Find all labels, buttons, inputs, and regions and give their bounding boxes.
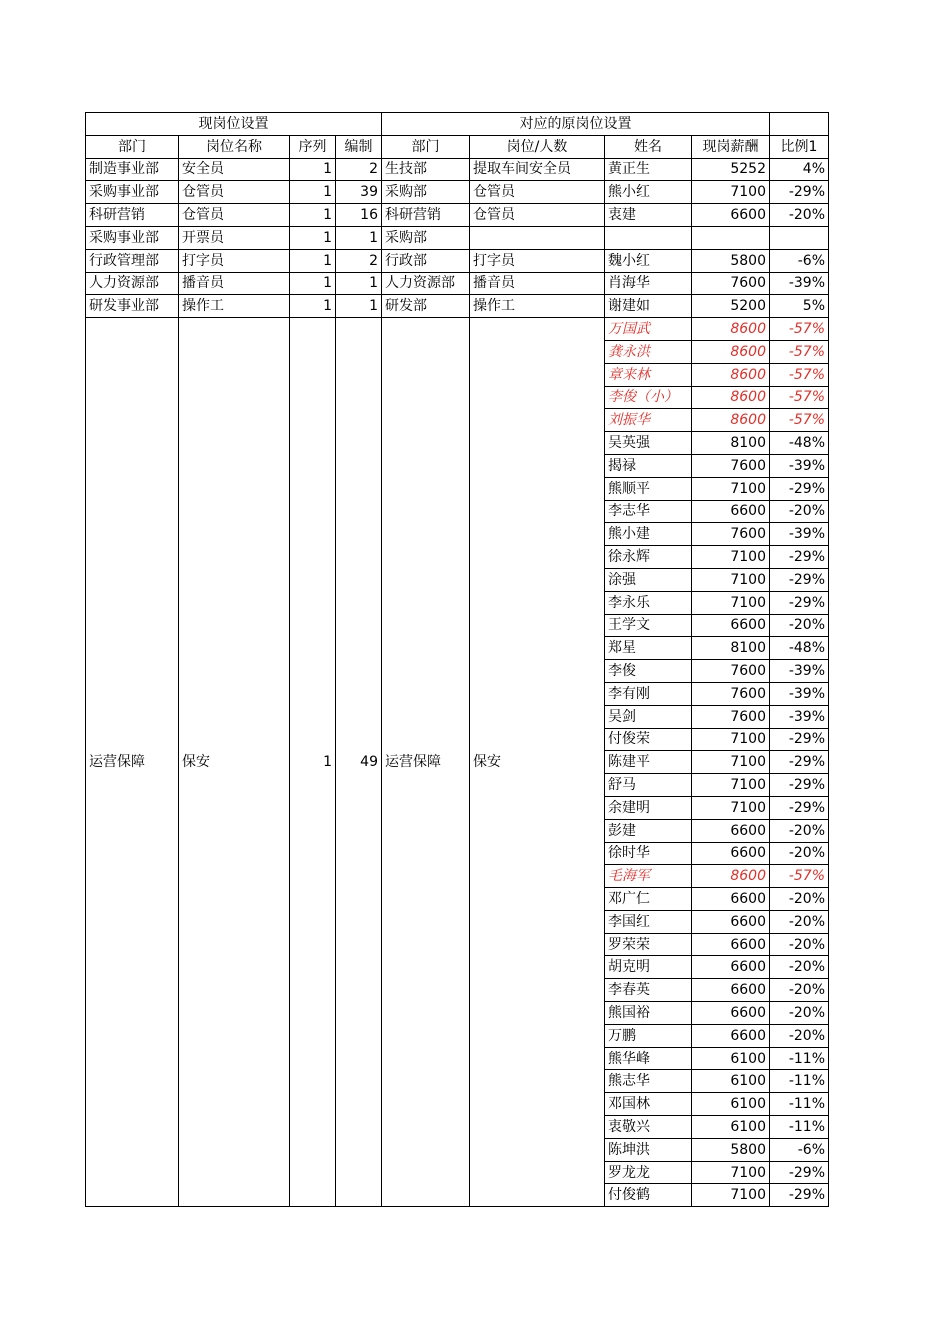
salary-cell: 6600 — [692, 888, 770, 911]
salary-cell: 8600 — [692, 318, 770, 341]
post-cell: 安全员 — [179, 158, 290, 181]
ratio-cell: -29% — [770, 796, 829, 819]
quota-cell: 49 — [336, 318, 382, 1207]
col-header-orig-post: 岗位/人数 — [470, 135, 605, 158]
ratio-cell: -20% — [770, 614, 829, 637]
ratio-cell: -20% — [770, 1002, 829, 1025]
ratio-cell: -39% — [770, 682, 829, 705]
seq-cell: 1 — [290, 181, 336, 204]
seq-cell: 1 — [290, 318, 336, 1207]
salary-cell: 6600 — [692, 842, 770, 865]
name-cell: 衷建 — [605, 204, 692, 227]
seq-cell: 1 — [290, 249, 336, 272]
col-header-salary: 现岗薪酬 — [692, 135, 770, 158]
name-cell: 万国武 — [605, 318, 692, 341]
name-cell: 揭禄 — [605, 454, 692, 477]
ratio-cell: -57% — [770, 409, 829, 432]
ratio-cell: -39% — [770, 523, 829, 546]
name-cell: 胡克明 — [605, 956, 692, 979]
post-cell: 打字员 — [179, 249, 290, 272]
salary-cell: 8600 — [692, 409, 770, 432]
ratio-cell: -29% — [770, 181, 829, 204]
name-cell: 衷敬兴 — [605, 1116, 692, 1139]
name-cell: 陈坤洪 — [605, 1138, 692, 1161]
salary-cell: 7600 — [692, 523, 770, 546]
salary-cell: 6100 — [692, 1047, 770, 1070]
col-header-quota: 编制 — [336, 135, 382, 158]
table-row — [86, 295, 829, 318]
orig-post-cell: 仓管员 — [470, 204, 605, 227]
ratio-cell: -29% — [770, 591, 829, 614]
ratio-cell: -11% — [770, 1093, 829, 1116]
name-cell: 熊志华 — [605, 1070, 692, 1093]
dept-cell: 制造事业部 — [86, 158, 179, 181]
blank-cell — [770, 113, 829, 136]
salary-cell: 6600 — [692, 956, 770, 979]
ratio-cell: -29% — [770, 1161, 829, 1184]
quota-cell: 1 — [336, 272, 382, 295]
orig-dept-cell: 科研营销 — [382, 204, 470, 227]
salary-cell: 5800 — [692, 1138, 770, 1161]
salary-cell: 7100 — [692, 181, 770, 204]
ratio-cell: -29% — [770, 728, 829, 751]
salary-cell: 8600 — [692, 340, 770, 363]
ratio-cell: -48% — [770, 637, 829, 660]
name-cell: 李志华 — [605, 500, 692, 523]
table-row — [86, 181, 829, 204]
name-cell: 熊小红 — [605, 181, 692, 204]
ratio-cell: -57% — [770, 318, 829, 341]
ratio-cell: -57% — [770, 865, 829, 888]
salary-cell: 7100 — [692, 477, 770, 500]
name-cell: 毛海军 — [605, 865, 692, 888]
name-cell: 李永乐 — [605, 591, 692, 614]
name-cell: 熊国裕 — [605, 1002, 692, 1025]
ratio-cell: -39% — [770, 454, 829, 477]
dept-cell: 运营保障 — [86, 318, 179, 1207]
orig-dept-cell: 人力资源部 — [382, 272, 470, 295]
salary-cell: 7600 — [692, 454, 770, 477]
name-cell: 陈建平 — [605, 751, 692, 774]
name-cell: 邓广仁 — [605, 888, 692, 911]
name-cell: 李春英 — [605, 979, 692, 1002]
col-header-dept: 部门 — [86, 135, 179, 158]
salary-cell: 7600 — [692, 272, 770, 295]
salary-cell: 7100 — [692, 568, 770, 591]
orig-dept-cell: 研发部 — [382, 295, 470, 318]
ratio-cell: -29% — [770, 546, 829, 569]
name-cell: 熊华峰 — [605, 1047, 692, 1070]
seq-cell: 1 — [290, 158, 336, 181]
salary-cell: 6100 — [692, 1070, 770, 1093]
post-cell: 保安 — [179, 318, 290, 1207]
ratio-cell: -57% — [770, 386, 829, 409]
name-cell: 吴英强 — [605, 432, 692, 455]
salary-cell: 7100 — [692, 774, 770, 797]
col-header-orig-dept: 部门 — [382, 135, 470, 158]
orig-post-cell: 保安 — [470, 318, 605, 1207]
table-row — [86, 272, 829, 295]
salary-cell: 8600 — [692, 363, 770, 386]
ratio-cell: -57% — [770, 363, 829, 386]
salary-cell: 6600 — [692, 1024, 770, 1047]
orig-post-cell: 操作工 — [470, 295, 605, 318]
post-cell: 开票员 — [179, 226, 290, 249]
quota-cell: 16 — [336, 204, 382, 227]
ratio-cell: 4% — [770, 158, 829, 181]
name-cell: 熊小建 — [605, 523, 692, 546]
ratio-cell: -20% — [770, 842, 829, 865]
name-cell: 万鹏 — [605, 1024, 692, 1047]
seq-cell: 1 — [290, 204, 336, 227]
dept-cell: 行政管理部 — [86, 249, 179, 272]
name-cell: 李有刚 — [605, 682, 692, 705]
staffing-table — [85, 112, 829, 1207]
salary-cell: 7600 — [692, 705, 770, 728]
name-cell: 李俊（小） — [605, 386, 692, 409]
name-cell: 王学文 — [605, 614, 692, 637]
ratio-cell: -6% — [770, 1138, 829, 1161]
group-header-row — [86, 113, 829, 136]
salary-cell: 5200 — [692, 295, 770, 318]
salary-cell: 8600 — [692, 865, 770, 888]
ratio-cell: -20% — [770, 910, 829, 933]
salary-cell: 8100 — [692, 637, 770, 660]
dept-cell: 采购事业部 — [86, 226, 179, 249]
ratio-cell: -20% — [770, 500, 829, 523]
orig-dept-cell: 采购部 — [382, 181, 470, 204]
seq-cell: 1 — [290, 226, 336, 249]
orig-post-cell: 仓管员 — [470, 181, 605, 204]
salary-cell: 7100 — [692, 728, 770, 751]
name-cell: 魏小红 — [605, 249, 692, 272]
orig-dept-cell: 采购部 — [382, 226, 470, 249]
salary-cell: 6600 — [692, 933, 770, 956]
salary-cell: 7100 — [692, 1161, 770, 1184]
orig-post-cell: 提取车间安全员 — [470, 158, 605, 181]
table-row — [86, 158, 829, 181]
table-row — [86, 204, 829, 227]
name-cell: 付俊鹤 — [605, 1184, 692, 1207]
col-header-ratio: 比例1 — [770, 135, 829, 158]
salary-cell: 7100 — [692, 796, 770, 819]
name-cell: 李俊 — [605, 660, 692, 683]
salary-cell: 6600 — [692, 204, 770, 227]
ratio-cell: -29% — [770, 477, 829, 500]
col-header-name: 姓名 — [605, 135, 692, 158]
name-cell: 徐时华 — [605, 842, 692, 865]
salary-cell: 7100 — [692, 1184, 770, 1207]
dept-cell: 人力资源部 — [86, 272, 179, 295]
col-header-seq: 序列 — [290, 135, 336, 158]
post-cell: 仓管员 — [179, 181, 290, 204]
post-cell: 操作工 — [179, 295, 290, 318]
name-cell: 罗荣荣 — [605, 933, 692, 956]
salary-cell: 6600 — [692, 614, 770, 637]
orig-dept-cell: 行政部 — [382, 249, 470, 272]
dept-cell: 研发事业部 — [86, 295, 179, 318]
name-cell — [605, 226, 692, 249]
post-cell: 播音员 — [179, 272, 290, 295]
salary-cell: 6100 — [692, 1093, 770, 1116]
salary-cell: 6600 — [692, 500, 770, 523]
orig-post-cell: 播音员 — [470, 272, 605, 295]
ratio-cell: -20% — [770, 933, 829, 956]
col-header-post: 岗位名称 — [179, 135, 290, 158]
ratio-cell: -6% — [770, 249, 829, 272]
quota-cell: 2 — [336, 249, 382, 272]
quota-cell: 1 — [336, 226, 382, 249]
salary-cell: 5252 — [692, 158, 770, 181]
group-current-header: 现岗位设置 — [86, 113, 382, 136]
ratio-cell — [770, 226, 829, 249]
column-header-row — [86, 135, 829, 158]
seq-cell: 1 — [290, 272, 336, 295]
salary-cell: 7100 — [692, 546, 770, 569]
post-cell: 仓管员 — [179, 204, 290, 227]
group-original-header: 对应的原岗位设置 — [382, 113, 770, 136]
name-cell: 余建明 — [605, 796, 692, 819]
quota-cell: 2 — [336, 158, 382, 181]
name-cell: 刘振华 — [605, 409, 692, 432]
ratio-cell: -20% — [770, 1024, 829, 1047]
salary-cell — [692, 226, 770, 249]
name-cell: 彭建 — [605, 819, 692, 842]
name-cell: 黄正生 — [605, 158, 692, 181]
ratio-cell: -29% — [770, 751, 829, 774]
ratio-cell: -20% — [770, 956, 829, 979]
salary-cell: 7100 — [692, 591, 770, 614]
salary-cell: 6600 — [692, 1002, 770, 1025]
name-cell: 吴剑 — [605, 705, 692, 728]
salary-cell: 6100 — [692, 1116, 770, 1139]
name-cell: 徐永辉 — [605, 546, 692, 569]
ratio-cell: -39% — [770, 272, 829, 295]
salary-cell: 5800 — [692, 249, 770, 272]
name-cell: 邓国林 — [605, 1093, 692, 1116]
ratio-cell: 5% — [770, 295, 829, 318]
quota-cell: 39 — [336, 181, 382, 204]
ratio-cell: -48% — [770, 432, 829, 455]
ratio-cell: -29% — [770, 774, 829, 797]
table-row — [86, 249, 829, 272]
ratio-cell: -39% — [770, 705, 829, 728]
name-cell: 舒马 — [605, 774, 692, 797]
orig-dept-cell: 运营保障 — [382, 318, 470, 1207]
name-cell: 罗龙龙 — [605, 1161, 692, 1184]
table-row — [86, 318, 829, 341]
ratio-cell: -20% — [770, 204, 829, 227]
ratio-cell: -11% — [770, 1047, 829, 1070]
dept-cell: 采购事业部 — [86, 181, 179, 204]
orig-dept-cell: 生技部 — [382, 158, 470, 181]
ratio-cell: -20% — [770, 888, 829, 911]
dept-cell: 科研营销 — [86, 204, 179, 227]
salary-cell: 6600 — [692, 910, 770, 933]
table-row — [86, 226, 829, 249]
quota-cell: 1 — [336, 295, 382, 318]
salary-cell: 7600 — [692, 682, 770, 705]
ratio-cell: -57% — [770, 340, 829, 363]
name-cell: 熊顺平 — [605, 477, 692, 500]
ratio-cell: -11% — [770, 1116, 829, 1139]
name-cell: 章来林 — [605, 363, 692, 386]
salary-cell: 6600 — [692, 819, 770, 842]
salary-cell: 8100 — [692, 432, 770, 455]
name-cell: 龚永洪 — [605, 340, 692, 363]
ratio-cell: -11% — [770, 1070, 829, 1093]
ratio-cell: -20% — [770, 979, 829, 1002]
ratio-cell: -39% — [770, 660, 829, 683]
salary-cell: 6600 — [692, 979, 770, 1002]
salary-cell: 8600 — [692, 386, 770, 409]
seq-cell: 1 — [290, 295, 336, 318]
name-cell: 郑星 — [605, 637, 692, 660]
orig-post-cell — [470, 226, 605, 249]
name-cell: 涂强 — [605, 568, 692, 591]
ratio-cell: -29% — [770, 1184, 829, 1207]
ratio-cell: -29% — [770, 568, 829, 591]
ratio-cell: -20% — [770, 819, 829, 842]
salary-cell: 7100 — [692, 751, 770, 774]
orig-post-cell: 打字员 — [470, 249, 605, 272]
name-cell: 李国红 — [605, 910, 692, 933]
name-cell: 付俊荣 — [605, 728, 692, 751]
name-cell: 肖海华 — [605, 272, 692, 295]
salary-cell: 7600 — [692, 660, 770, 683]
name-cell: 谢建如 — [605, 295, 692, 318]
